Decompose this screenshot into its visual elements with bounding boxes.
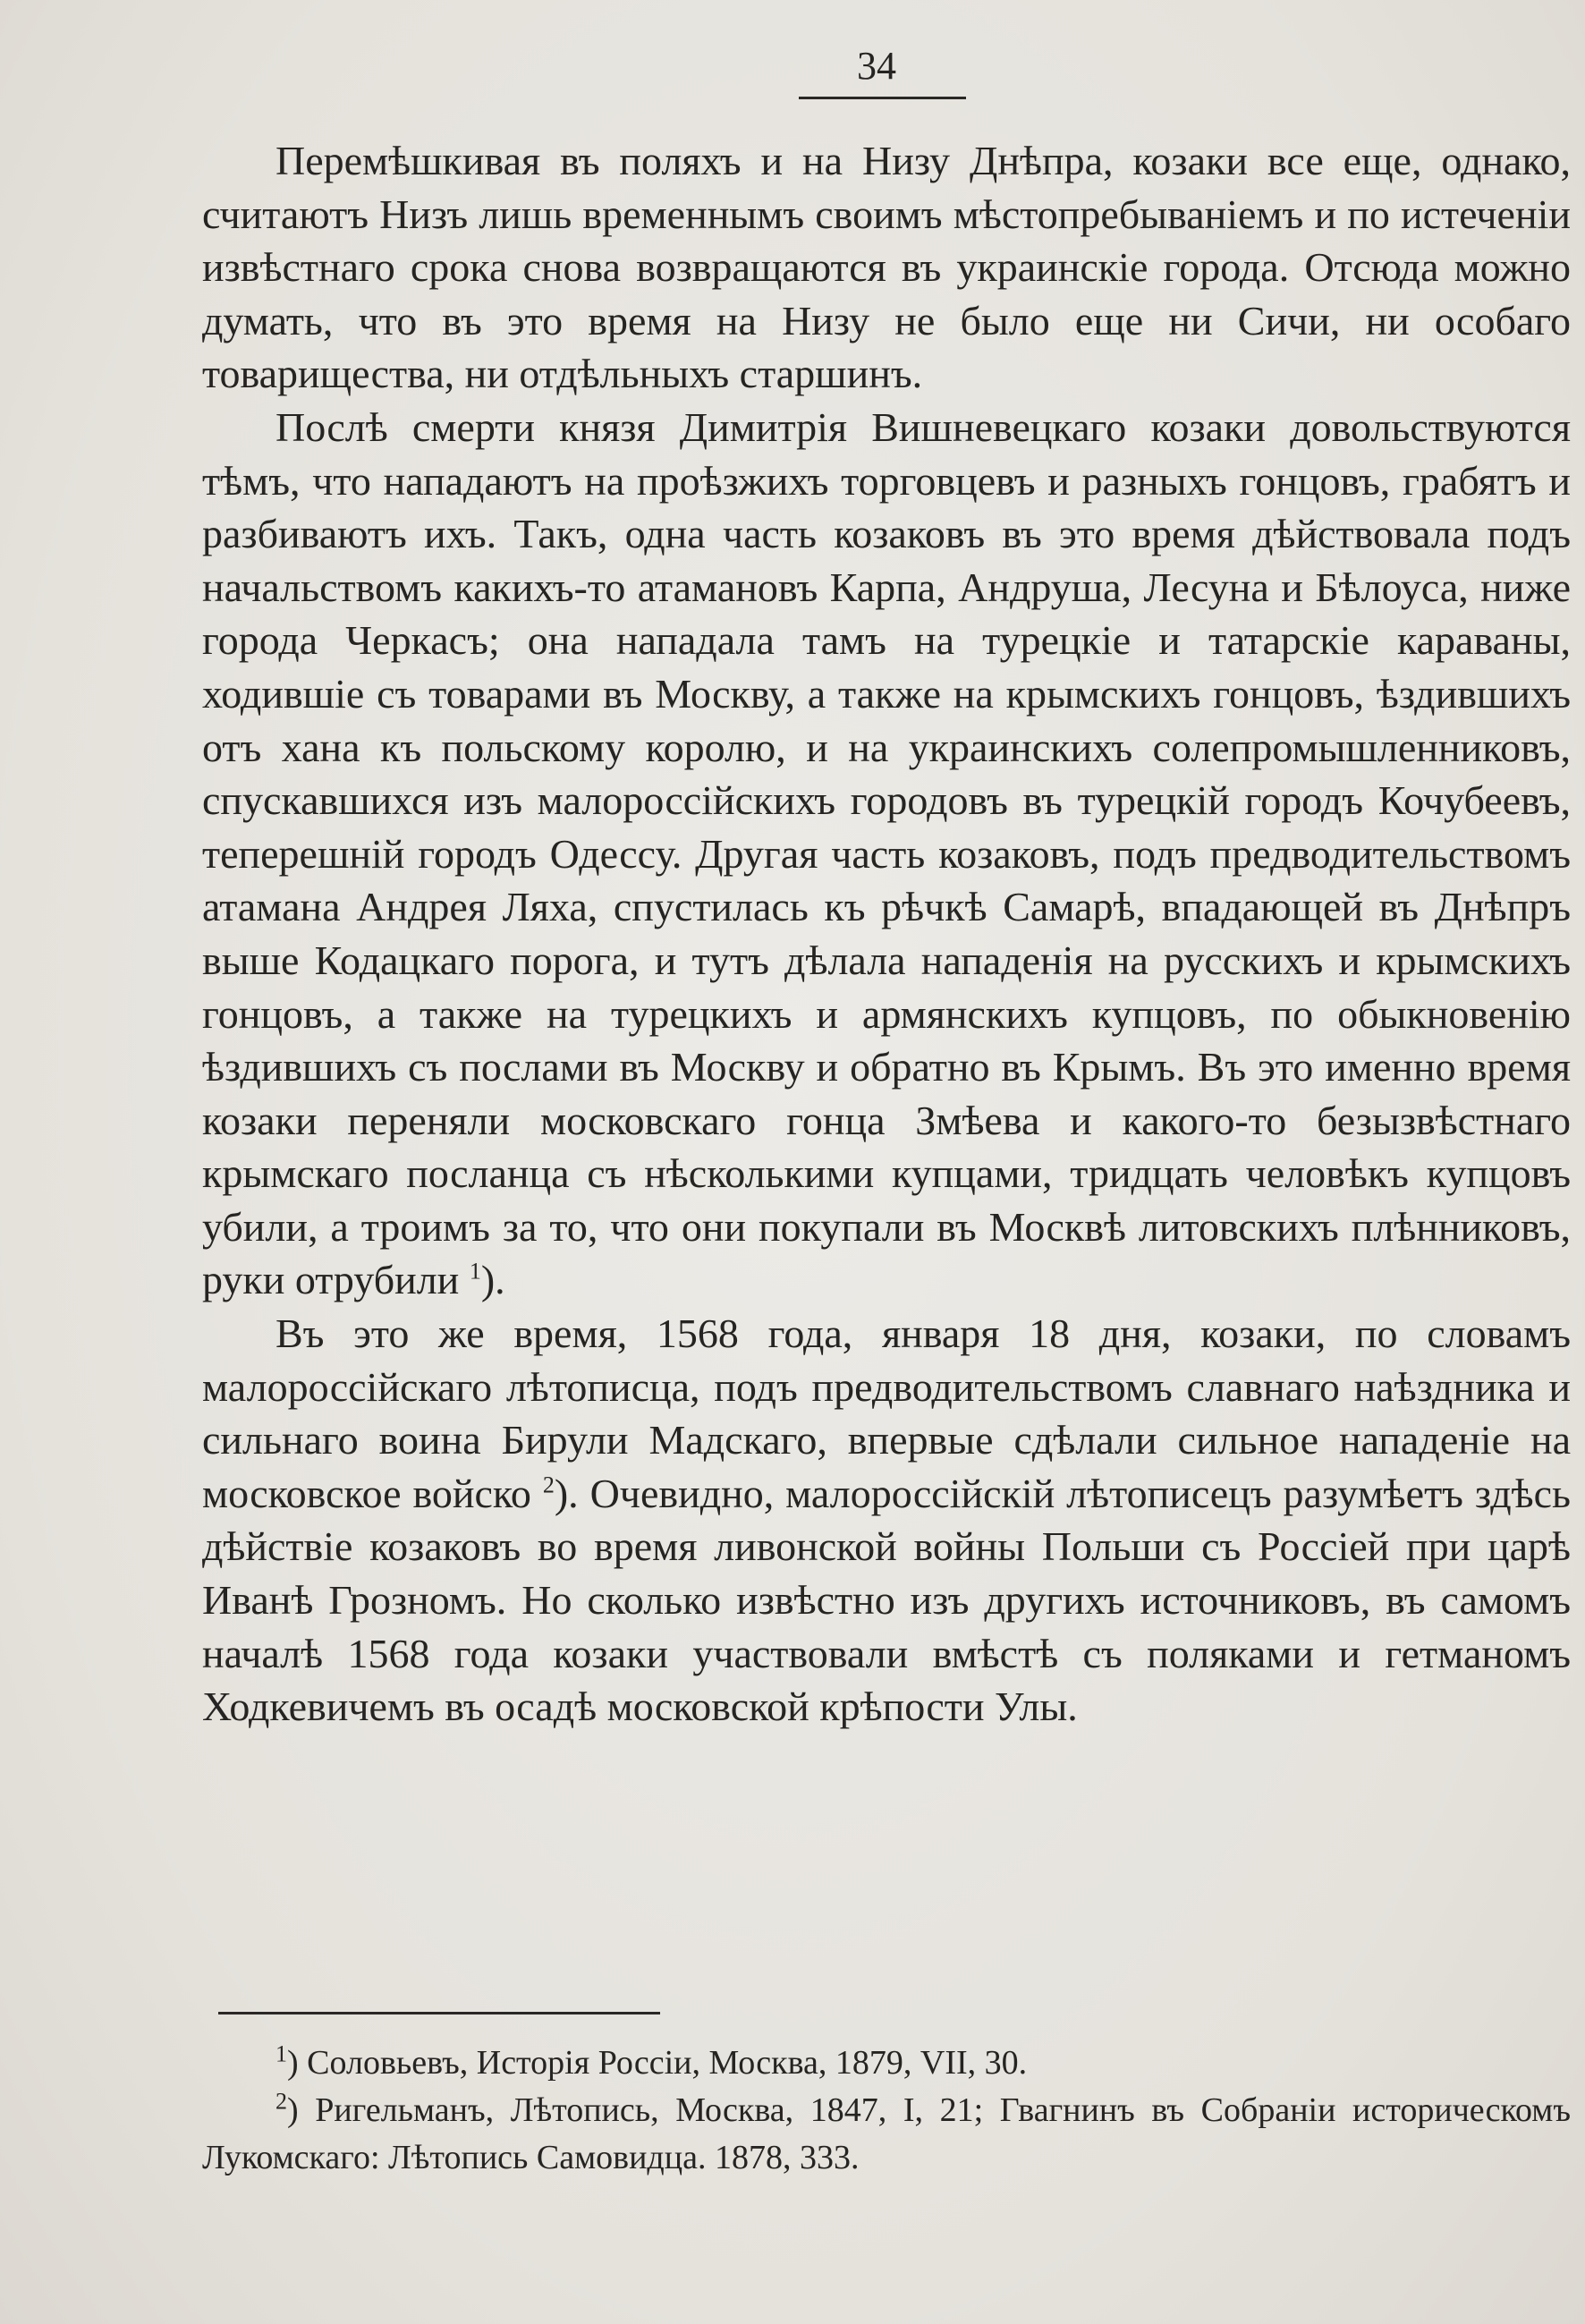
footnotes [202,2040,1571,2182]
footnote-rule [218,2012,660,2014]
paragraph-3-end: ). Очевидно, малороссiйскiй лѣтописецъ разумѣетъ здѣсь дѣйствiе козаковъ во время ливонской войны Польши съ Россiей при царѣ Иванѣ Грозномъ. Но сколько извѣстно изъ другихъ источниковъ, въ самомъ началѣ 1568 года козаки участвовали вмѣстѣ съ поляками и гетманомъ Ходкевичемъ въ осадѣ московской крѣпости Улы. [202,1470,1571,1730]
paragraph-1 [202,134,1571,401]
footnote-1-text: Соловьевъ, Исторiя Россiи, Москва, 1879, VII, 30. [298,2044,1028,2082]
footnote-1-close: ) [287,2044,299,2082]
footnote-2-text: Ригельманъ, Лѣтопись, Москва, 1847, I, 21; Гвагнинъ въ Собранiи историческомъ Лукомскаго: Лѣтопись Самовидца. 1878, 333. [202,2091,1571,2176]
footnote-1 [202,2040,1571,2087]
paragraph-3-text: Въ это же время, 1568 года, января 18 дня, козаки, по словамъ малороссiйскаго лѣтописца, подъ предводительствомъ славнаго наѣздника и сильнаго воина Бирули Мадскаго, впервые сдѣлали сильное нападенiе на московское войско [202,1310,1571,1516]
footnote-ref-1: 1 [469,1259,481,1285]
footnote-ref-2: 2 [542,1472,555,1498]
paragraph-2-text: Послѣ смерти князя Димитрiя Вишневецкаго козаки довольствуются тѣмъ, что нападаютъ на проѣзжихъ торговцевъ и разныхъ гонцовъ, грабятъ и разбиваютъ ихъ. Такъ, одна часть козаковъ въ это время дѣйствовала подъ начальствомъ какихъ-то атамановъ Карпа, Андруша, Лесуна и Бѣлоуса, ниже города Черкасъ; она нападала тамъ на турецкiе и татарскiе караваны, ходившiе съ товарами въ Москву, а также на крымскихъ гонцовъ, ѣздившихъ отъ хана къ польскому королю, и на украинскихъ солепромышленниковъ, спускавшихся изъ малороссiйскихъ городовъ въ турецкiй городъ Кочубеевъ, теперешнiй городъ Одессу. Другая часть козаковъ, подъ предводительствомъ атамана Андрея Ляха, спустилась къ рѣчкѣ Самарѣ, впадающей въ Днѣпръ выше Кодацкаго порога, и тутъ дѣлала нападенiя на русскихъ и крымскихъ гонцовъ, а также на турецкихъ и армянскихъ купцовъ, по обыкновенiю ѣздившихъ съ послами въ Москву и обратно въ Крымъ. Въ это именно время козаки переняли московскаго гонца Змѣева и какого-то безызвѣстнаго крымскаго посланца съ нѣсколькими купцами, тридцать человѣкъ купцовъ убили, а троимъ за то, что они покупали въ Москвѣ литовскихъ плѣнниковъ, руки отрубили [202,403,1571,1303]
page-number: 34 [857,44,896,88]
paragraph-2-end: ). [480,1257,505,1303]
paragraph-1-text: Перемѣшкивая въ поляхъ и на Низу Днѣпра, козаки все еще, однако, считаютъ Низъ лишь временнымъ своимъ мѣстопребыванiемъ и по истеченiи извѣстнаго срока снова возвращаются въ украинскiе города. Отсюда можно думать, что въ это время на Низу не было еще ни Сичи, ни особаго товарищества, ни отдѣльныхъ старшинъ. [202,138,1571,397]
main-text [202,134,1571,1734]
paragraph-2 [202,401,1571,1307]
footnote-2-mark: 2 [275,2088,287,2115]
footnote-2 [202,2087,1571,2182]
footnote-2-close: ) [287,2091,299,2129]
paragraph-3 [202,1307,1571,1734]
footnote-1-mark: 1 [275,2040,287,2067]
page-number-rule [799,97,966,99]
